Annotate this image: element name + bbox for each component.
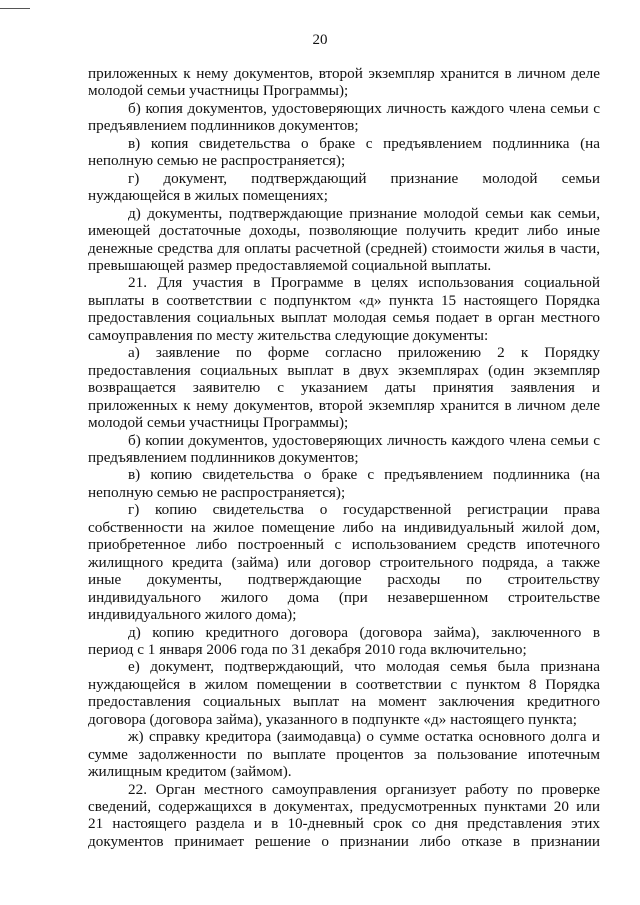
text-line: предоставления социальных выплат в двух экземплярах (один экземпляр <box>88 361 600 379</box>
text-line: ж) справку кредитора (заимодавца) о сумме остатка основного долга и <box>128 728 600 746</box>
paragraph <box>88 205 600 275</box>
text-line: нуждающейся в жилом помещении в соответствии с пунктом 8 Порядка <box>88 675 600 693</box>
text-line: жилищного кредита (займа) или договор строительного подряда, а также <box>88 553 600 571</box>
text-line: неполную семью не распространяется); <box>88 483 346 501</box>
paragraph <box>88 170 600 205</box>
text-line: молодой семьи участницы Программы); <box>88 82 349 100</box>
paragraph <box>88 466 600 501</box>
text-line: выплаты в соответствии с подпунктом «д» пункта 15 настоящего Порядка <box>88 291 600 309</box>
text-line: документов принимает решение о признании либо отказе в признании <box>88 832 600 850</box>
paragraph <box>88 728 600 780</box>
text-line: неполную семью не распространяется); <box>88 152 346 170</box>
text-line: сведений, содержащихся в документах, предусмотренных пунктами 20 или <box>88 798 600 816</box>
page-number: 20 <box>312 32 328 48</box>
text-line: предъявлением подлинников документов; <box>88 117 359 135</box>
text-line: б) копия документов, удостоверяющих личность каждого члена семьи с <box>128 99 600 117</box>
paragraph <box>88 624 600 659</box>
paragraph <box>88 781 600 851</box>
text-line: предъявлением подлинников документов; <box>88 448 359 466</box>
text-line: г) копию свидетельства о государственной регистрации права <box>128 501 600 519</box>
text-line: 21 настоящего раздела и в 10-дневный срок со дня представления этих <box>88 815 600 833</box>
text-line: индивидуального жилого дома (при незавершенном строительстве <box>88 588 600 606</box>
paragraph <box>88 65 600 100</box>
text-line: индивидуального жилого дома); <box>88 606 297 624</box>
text-line: нуждающейся в жилых помещениях; <box>88 187 328 205</box>
text-line: молодой семьи участницы Программы); <box>88 414 349 432</box>
text-line: возвращается заявителю с указанием даты принятия заявления и <box>88 379 600 397</box>
text-line: б) копии документов, удостоверяющих личность каждого члена семьи с <box>128 431 600 449</box>
text-line: д) копию кредитного договора (договора займа), заключенного в <box>128 623 600 641</box>
paragraph <box>88 274 600 344</box>
document-body <box>88 65 600 850</box>
text-line: приобретенное либо построенный с использованием средств ипотечного <box>88 536 600 554</box>
text-line: в) копию свидетельства о браке с предъявлением подлинника (на <box>128 466 600 484</box>
text-line: 21. Для участия в Программе в целях использования социальной <box>128 274 600 292</box>
text-line: 22. Орган местного самоуправления организует работу по проверке <box>128 780 600 798</box>
paragraph <box>88 658 600 728</box>
paragraph <box>88 344 600 431</box>
paragraph <box>88 100 600 135</box>
text-line: договора (договора займа), указанного в подпункте «д» настоящего пункта; <box>88 710 577 728</box>
text-line: д) документы, подтверждающие признание молодой семьи как семьи, <box>128 204 600 222</box>
text-line: превышающей размер предоставляемой социальной выплаты. <box>88 256 492 274</box>
text-line: в) копия свидетельства о браке с предъявлением подлинника (на <box>128 134 600 152</box>
text-line: а) заявление по форме согласно приложению 2 к Порядку <box>128 344 600 362</box>
scan-corner-mark <box>0 8 30 9</box>
paragraph <box>88 501 600 623</box>
paragraph <box>88 432 600 467</box>
text-line: предоставления социальных выплат на момент заключения кредитного <box>88 693 600 711</box>
text-line: предоставления социальных выплат молодая семья подает в орган местного <box>88 309 600 327</box>
text-line: е) документ, подтверждающий, что молодая семья была признана <box>128 658 600 676</box>
text-line: имеющей достаточные доходы, позволяющие получить кредит либо иные <box>88 222 600 240</box>
text-line: денежные средства для оплаты расчетной (средней) стоимости жилья в части, <box>88 239 600 257</box>
paragraph <box>88 135 600 170</box>
text-line: г) документ, подтверждающий признание молодой семьи <box>128 169 600 187</box>
text-line: собственности на жилое помещение либо на индивидуальный жилой дом, <box>88 518 600 536</box>
text-line: сумме задолженности по выплате процентов за пользование ипотечным <box>88 745 600 763</box>
text-line: жилищным кредитом (займом). <box>88 763 292 781</box>
text-line: самоуправления по месту жительства следующие документы: <box>88 326 489 344</box>
text-line: иные документы, подтверждающие расходы по строительству <box>88 571 600 589</box>
text-line: приложенных к нему документов, второй экземпляр хранится в личном деле <box>88 65 600 82</box>
text-line: период с 1 января 2006 года по 31 декабря 2010 года включительно; <box>88 640 527 658</box>
text-line: приложенных к нему документов, второй экземпляр хранится в личном деле <box>88 396 600 414</box>
